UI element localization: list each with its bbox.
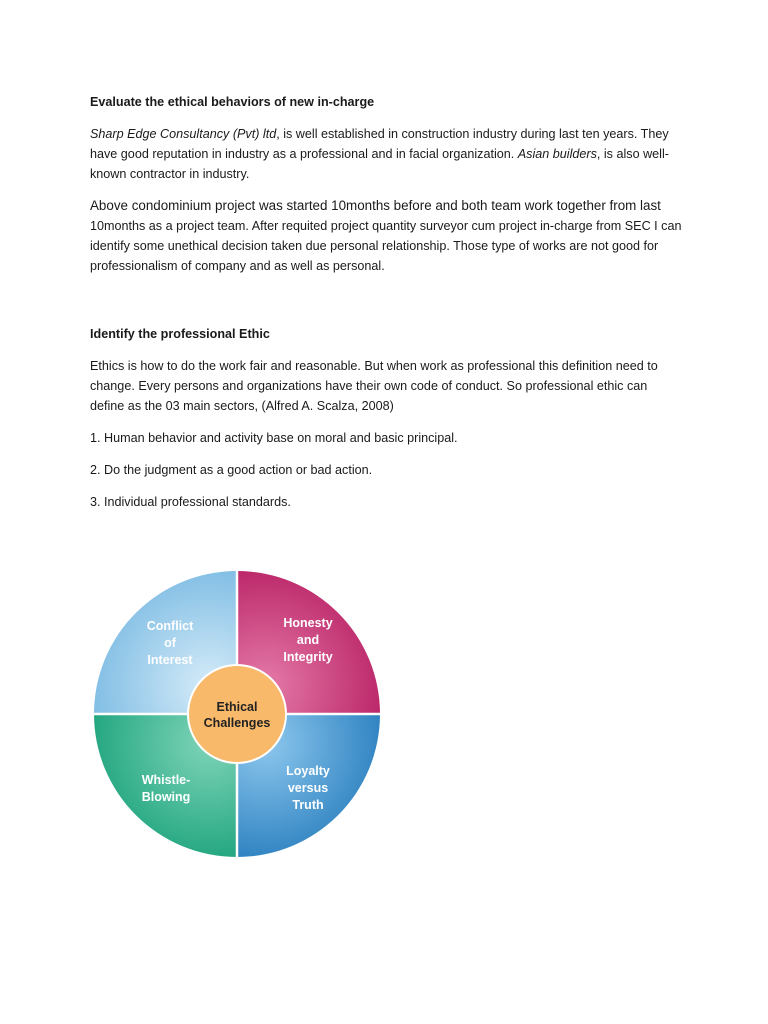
quadrant-label: Interest	[147, 653, 193, 667]
paragraph-company-intro: Sharp Edge Consultancy (Pvt) ltd, is well established in construction industry during last ten years. They have good reputation in industry as a professional and in facial organization. Asian builders, is also well-known contractor in industry.	[90, 127, 669, 181]
center-label: Challenges	[203, 716, 271, 730]
quadrant-label: versus	[287, 781, 329, 795]
paragraph-project: Above condominium project was started 10months before and both team work together from last 10months as a project team. After requited project quantity surveyor cum project in-charge from SEC I can identify some unethical decision taken due personal relationship. Those type of works are not good for professionalism of company and as well as personal.	[90, 198, 682, 273]
quadrant-label: Conflict	[146, 619, 194, 633]
document-page	[90, 92, 682, 524]
quadrant-label: of	[164, 636, 176, 650]
center-label: Ethical	[216, 700, 258, 714]
quadrant-label: and	[296, 633, 320, 647]
paragraph-ethics-definition: Ethics is how to do the work fair and reasonable. But when work as professional this definition need to change. Every persons and organizations have their own code of conduct. So professional ethic can define as the 03 main sectors, (Alfred A. Scalza, 2008)	[90, 359, 658, 413]
quadrant-label: Loyalty	[286, 764, 330, 778]
ethical-challenges-diagram	[86, 558, 390, 870]
quadrant-label: Whistle-	[141, 773, 191, 787]
quadrant-label: Blowing	[141, 790, 191, 804]
quadrant-label: Integrity	[283, 650, 333, 664]
quadrant-label: Honesty	[283, 616, 333, 630]
section-heading-evaluate: Evaluate the ethical behaviors of new in-charge	[90, 95, 375, 109]
list-item: 1. Human behavior and activity base on moral and basic principal.	[90, 431, 458, 445]
quadrant-label: Truth	[292, 798, 324, 812]
center-circle	[188, 665, 286, 763]
company-name: Sharp Edge Consultancy (Pvt) ltd	[90, 127, 277, 141]
list-item: 2. Do the judgment as a good action or bad action.	[90, 463, 373, 477]
section-heading-identify: Identify the professional Ethic	[90, 327, 270, 341]
contractor-name: Asian builders	[517, 147, 597, 161]
list-item: 3. Individual professional standards.	[90, 495, 291, 509]
